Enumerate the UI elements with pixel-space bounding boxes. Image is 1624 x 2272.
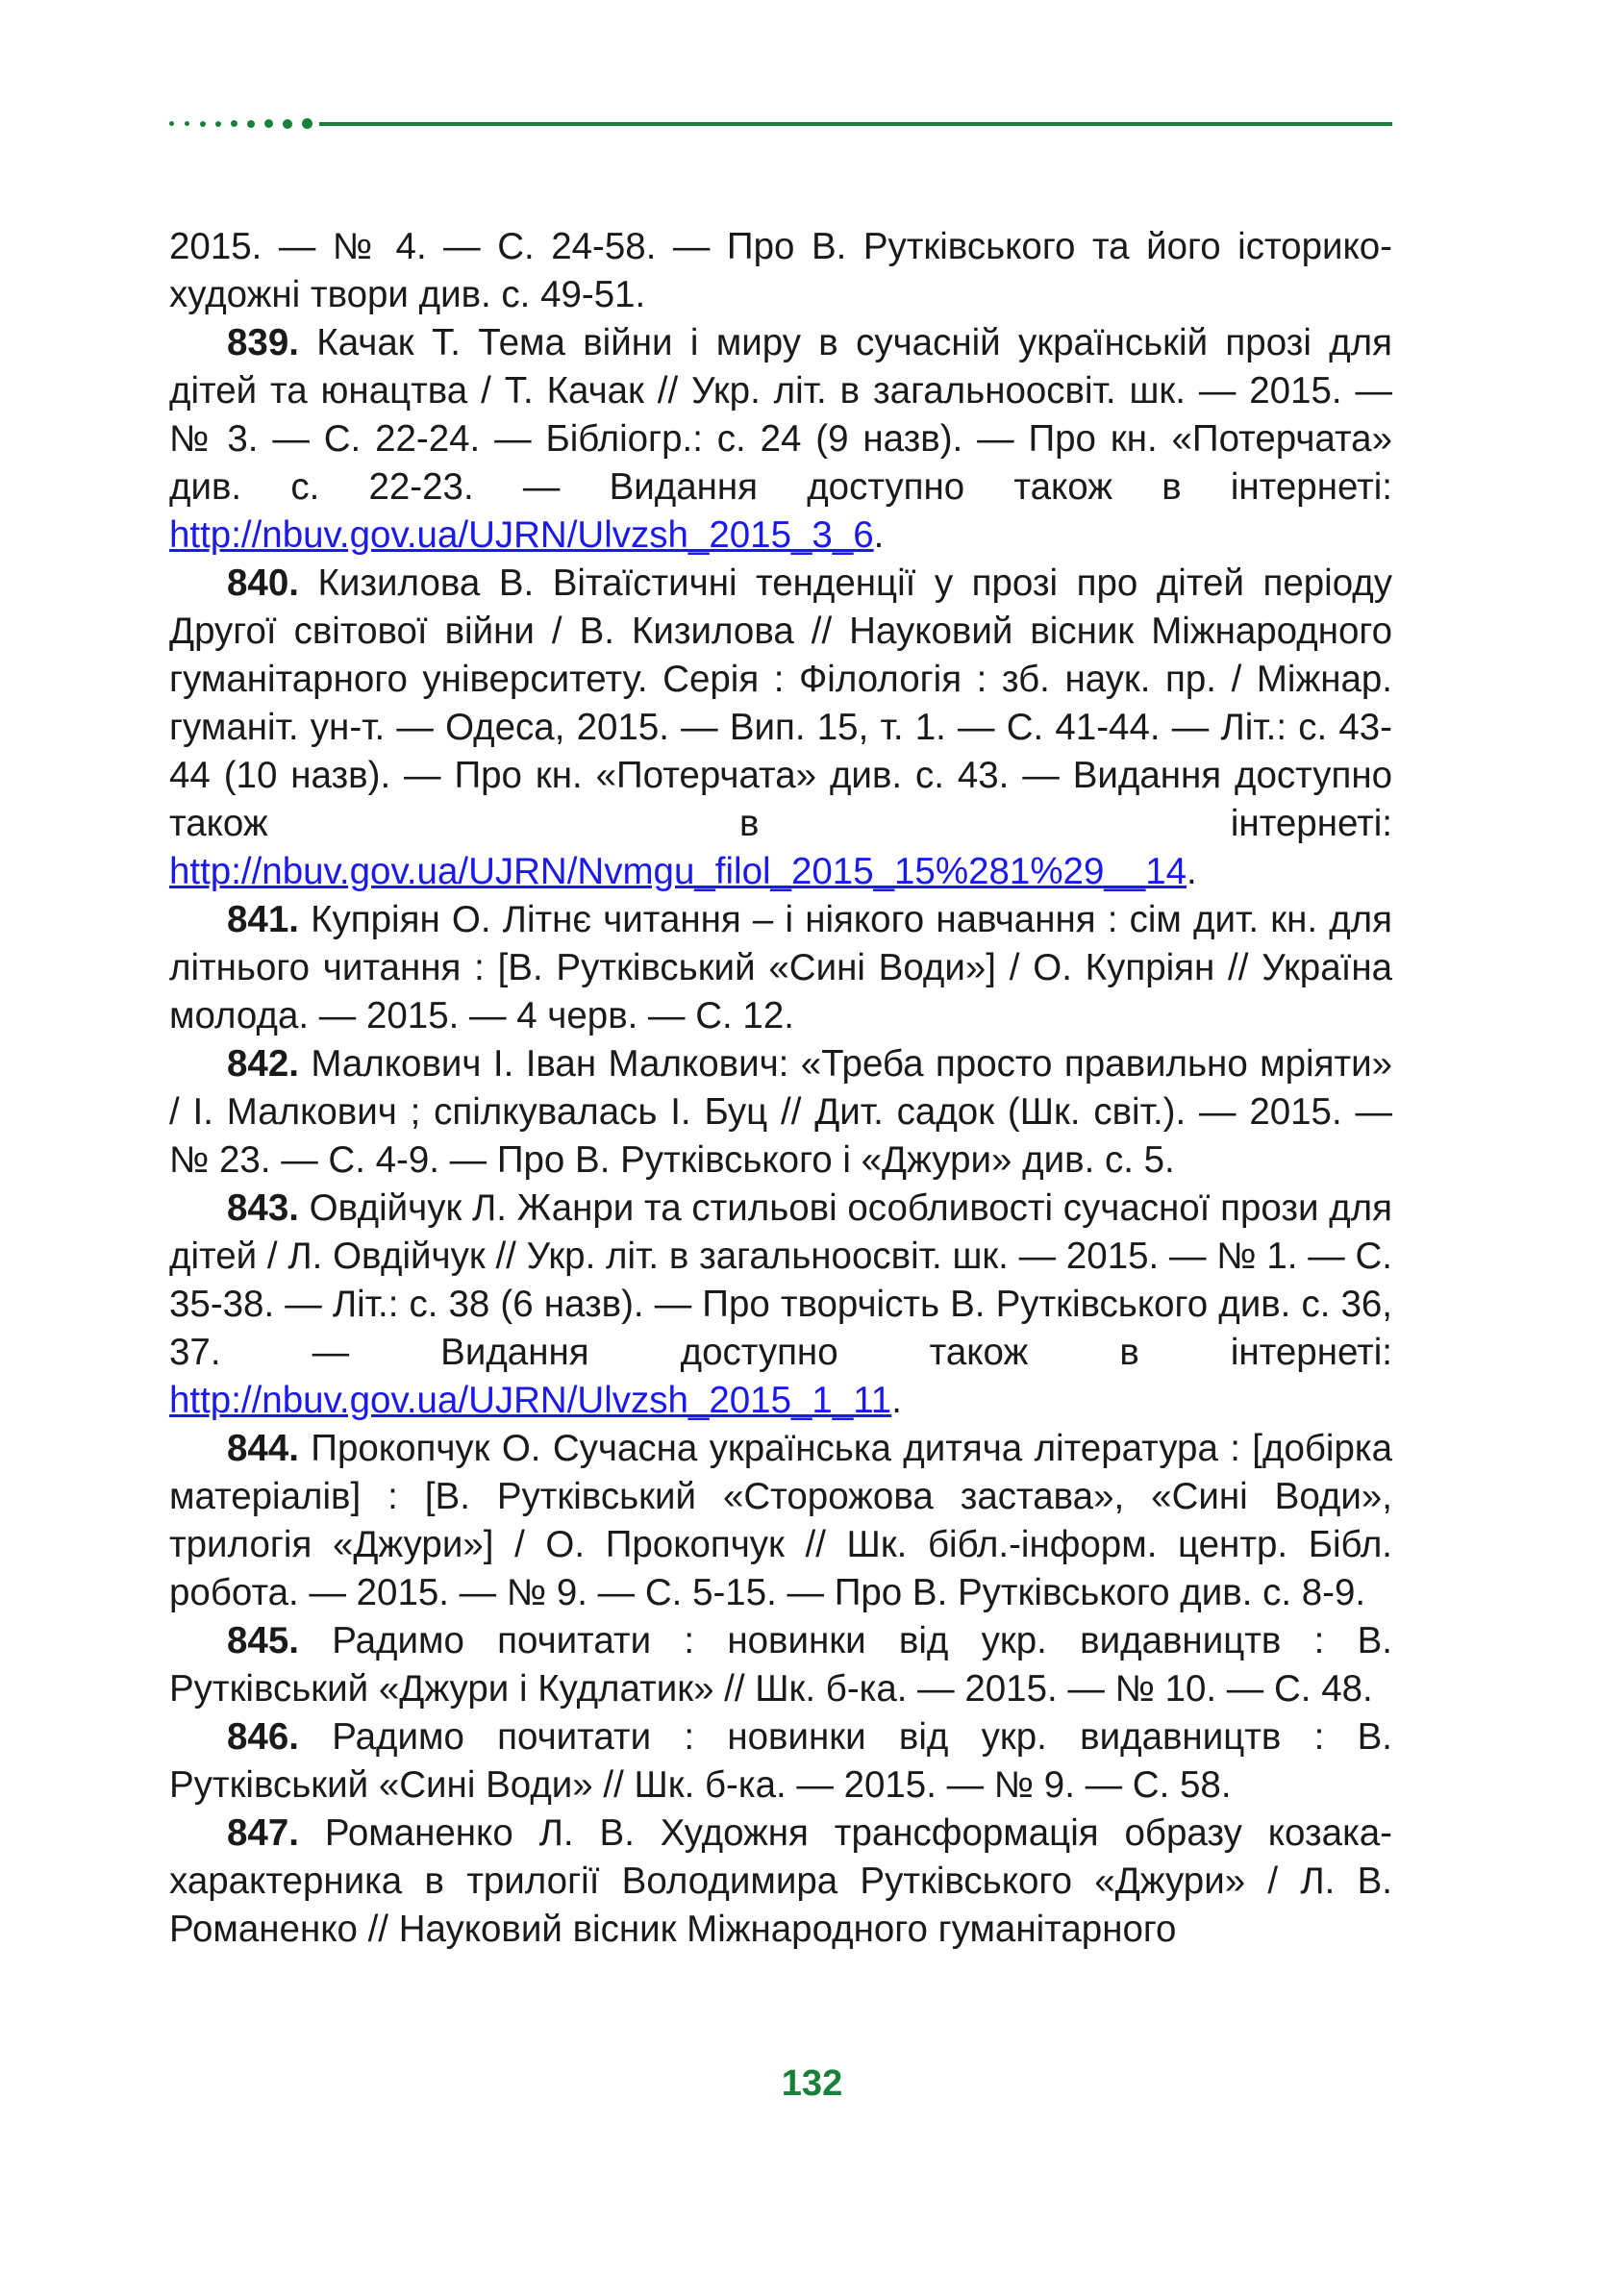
bibliography-entry	[169, 1617, 1392, 1713]
entry-number: 840.	[227, 562, 299, 604]
entry-number: 844.	[227, 1428, 299, 1469]
entry-text: Радимо почитати : новинки від укр. видавництв : В. Рутківський «Джури і Кудлатик» // Шк. б-ка. — 2015. — № 10. — С. 48.	[169, 1620, 1392, 1710]
entry-text: Романенко Л. В. Художня трансформація образу козака-характерника в трилогії Володимира Рутківського «Джури» / Л. В. Романенко // Науковий вісник Міжнародного гуманітарного	[169, 1812, 1392, 1950]
bibliography-entry	[169, 560, 1392, 896]
rule-dot	[185, 121, 189, 126]
bibliography-list	[169, 223, 1392, 1954]
entry-number: 845.	[227, 1620, 299, 1661]
entry-number: 847.	[227, 1812, 299, 1854]
header-rule	[169, 113, 1392, 133]
entries-container	[169, 319, 1392, 1954]
rule-dot	[200, 121, 206, 127]
entry-link[interactable]: http://nbuv.gov.ua/UJRN/Ulvzsh_2015_3_6	[169, 514, 874, 556]
rule-dot	[231, 120, 237, 127]
entry-number: 841.	[227, 899, 299, 940]
rule-dot	[302, 118, 312, 129]
bibliography-entry	[169, 896, 1392, 1040]
entry-number: 843.	[227, 1187, 299, 1229]
entry-text: Купріян О. Літнє читання – і ніякого навчання : сім дит. кн. для літнього читання : [В. Рутківський «Сині Води»] / О. Купріян // Україна молода. — 2015. — 4 черв. — С. 12.	[169, 899, 1392, 1036]
rule-dot	[215, 121, 221, 127]
page-number: 132	[781, 2063, 843, 2104]
entry-text: Кизилова В. Вітаїстичні тенденції у прозі про дітей періоду Другої світової війни / В. Кизилова // Науковий вісник Міжнародного гуманітарного університету. Серія : Філологія : зб. наук. пр. / Міжнар. гуманіт. ун-т. — Одеса, 2015. — Вип. 15, т. 1. — С. 41-44. — Літ.: с. 43-44 (10 назв). — Про кн. «Потерчата» див. с. 43. — Видання доступно також в інтернеті:	[169, 562, 1392, 844]
rule-dot	[283, 119, 292, 129]
rule-dot	[264, 119, 273, 128]
entry-text: Прокопчук О. Сучасна українська дитяча література : [добірка матеріалів] : [В. Рутківський «Сторожова застава», «Сині Води», трилогія «Джури»] / О. Прокопчук // Шк. бібл.-інформ. центр. Бібл. робота. — 2015. — № 9. — С. 5-15. — Про В. Рутківського див. с. 8-9.	[169, 1428, 1392, 1613]
bibliography-entry	[169, 1040, 1392, 1185]
bibliography-entry	[169, 1810, 1392, 1954]
continued-entry: 2015. — № 4. — С. 24-58. — Про В. Рутківського та його історико-художні твори див. с. 49-51.	[169, 226, 1392, 315]
rule-dot	[247, 120, 255, 128]
bibliography-entry	[169, 1185, 1392, 1425]
entry-suffix: .	[891, 1380, 902, 1421]
entry-text: Овдійчук Л. Жанри та стильові особливості сучасної прози для дітей / Л. Овдійчук // Укр. літ. в загальноосвіт. шк. — 2015. — № 1. — С. 35-38. — Літ.: с. 38 (6 назв). — Про творчість В. Рутківського див. с. 36, 37. — Видання доступно також в інтернеті:	[169, 1187, 1392, 1373]
entry-suffix: .	[873, 514, 885, 556]
entry-text: Качак Т. Тема війни і миру в сучасній українській прозі для дітей та юнацтва / Т. Качак // Укр. літ. в загальноосвіт. шк. — 2015. — № 3. — С. 22-24. — Бібліогр.: с. 24 (9 назв). — Про кн. «Потерчата» див. с. 22-23. — Видання доступно також в інтернеті:	[169, 322, 1392, 508]
entry-text: Радимо почитати : новинки від укр. видавництв : В. Рутківський «Сині Води» // Шк. б-ка. — 2015. — № 9. — С. 58.	[169, 1716, 1392, 1806]
bibliography-entry	[169, 1425, 1392, 1617]
entry-link[interactable]: http://nbuv.gov.ua/UJRN/Ulvzsh_2015_1_11	[169, 1380, 892, 1421]
entry-suffix: .	[1187, 851, 1197, 892]
entry-number: 842.	[227, 1043, 299, 1085]
bibliography-entry	[169, 1713, 1392, 1810]
entry-number: 839.	[227, 322, 299, 363]
rule-dot	[169, 121, 174, 126]
entry-text: Малкович І. Іван Малкович: «Треба просто правильно мріяти» / І. Малкович ; спілкувалась І. Буц // Дит. садок (Шк. світ.). — 2015. — № 23. — С. 4-9. — Про В. Рутківського і «Джури» див. с. 5.	[169, 1043, 1392, 1181]
entry-link[interactable]: http://nbuv.gov.ua/UJRN/Nvmgu_filol_2015_15%281%29__14	[169, 851, 1187, 892]
rule-line	[319, 122, 1392, 126]
entry-number: 846.	[227, 1716, 299, 1758]
bibliography-entry	[169, 319, 1392, 560]
